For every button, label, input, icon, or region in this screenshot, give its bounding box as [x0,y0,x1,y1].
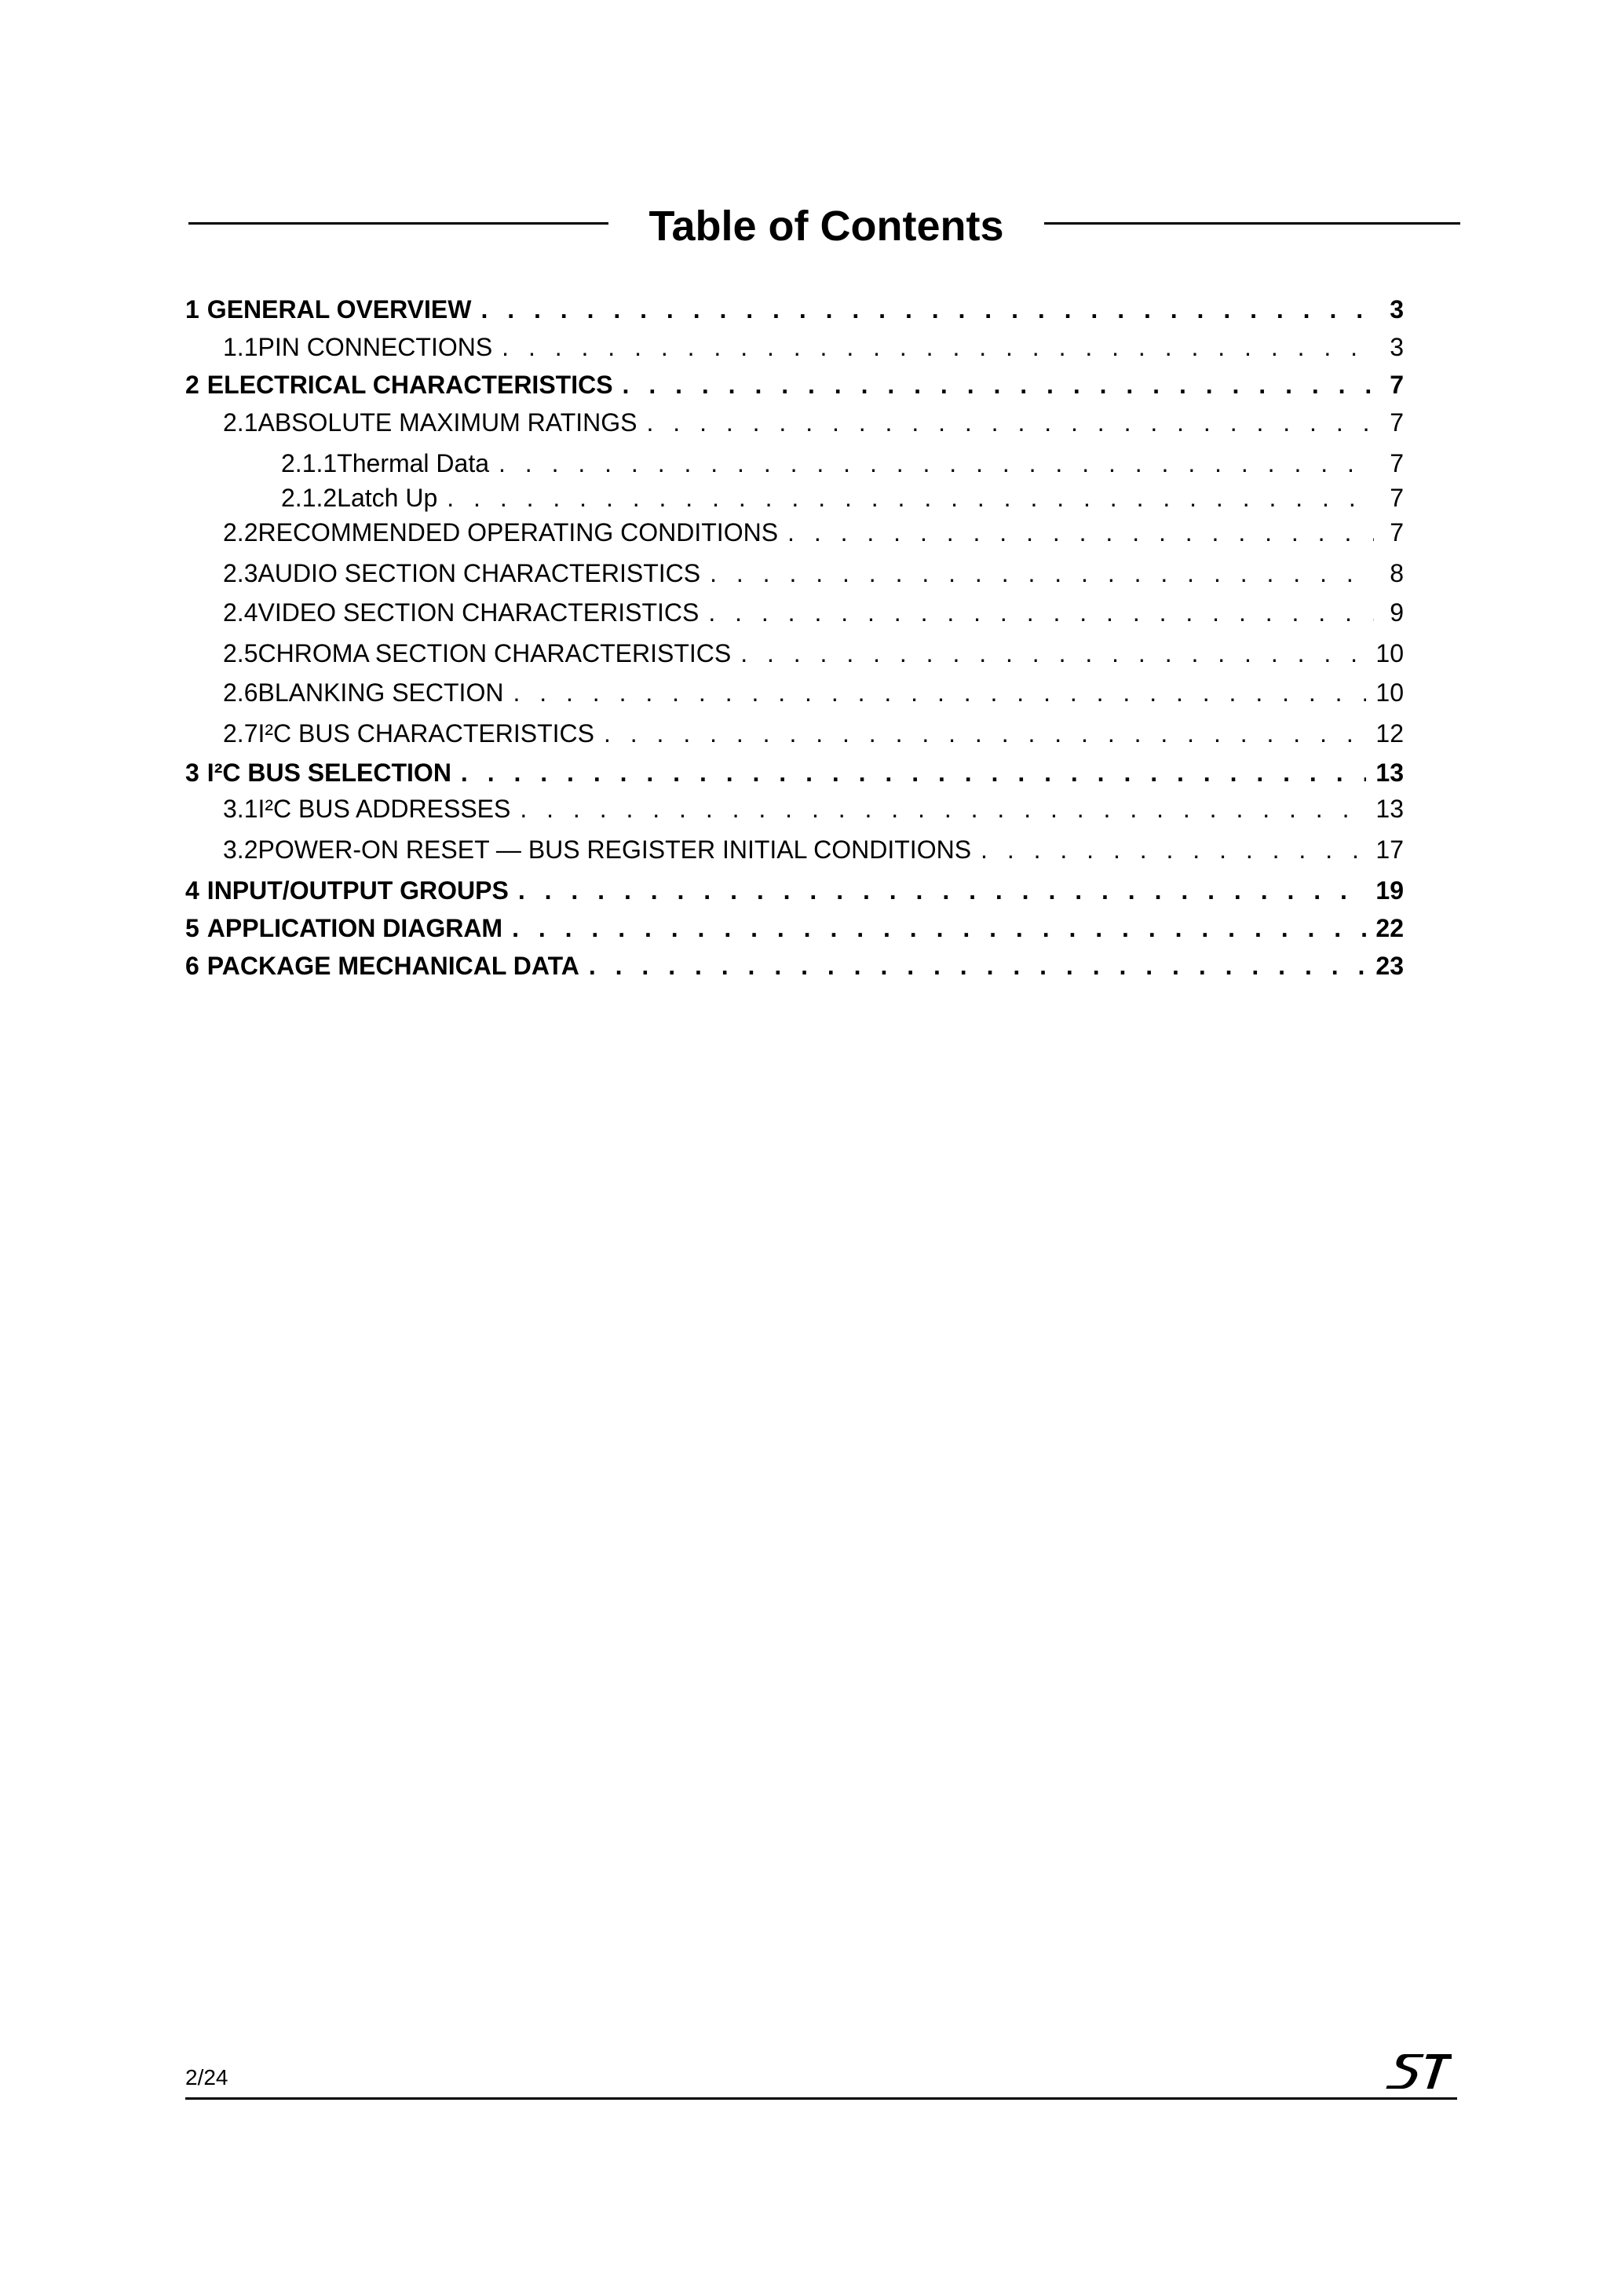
dot-leader [647,408,1375,437]
toc-entry[interactable] [185,332,1404,362]
toc-entry[interactable] [185,294,1404,324]
toc-entry-title: VIDEO SECTION CHARACTERISTICS [258,598,700,627]
dot-leader [604,718,1366,748]
toc-entry-page: 19 [1375,876,1404,905]
dot-leader [480,294,1374,324]
dot-leader [623,370,1374,400]
toc-entry[interactable] [185,876,1404,905]
dot-leader [447,483,1374,513]
toc-entry-number: 3.2 [223,835,258,864]
dot-leader [461,758,1366,788]
toc-header [188,200,1460,255]
dot-leader [499,448,1374,478]
toc-entry-title: Thermal Data [337,449,490,477]
toc-entry[interactable] [185,370,1404,400]
dot-leader [513,678,1366,707]
toc-entry-number: 2.5 [223,639,258,667]
toc-entry-title: INPUT/OUTPUT GROUPS [206,876,509,905]
toc-entry-number: 1 [185,295,199,324]
toc-entry-title: BLANKING SECTION [258,678,504,707]
toc-entry-page: 7 [1390,484,1404,512]
toc-entry-title: POWER-ON RESET — BUS REGISTER INITIAL CONDITIONS [258,835,972,864]
dot-leader [520,794,1366,824]
toc-entry-number: 2.1.2 [281,484,338,512]
toc-entry-page: 13 [1375,759,1404,787]
toc-entry-page: 22 [1375,914,1404,942]
toc-entry-page: 9 [1390,598,1404,627]
toc-entry-title: ABSOLUTE MAXIMUM RATINGS [258,408,637,437]
toc-entry-number: 2.4 [223,598,258,627]
dot-leader [502,332,1374,362]
toc-entry-page: 17 [1375,835,1404,864]
toc-entry-number: 2.2 [223,518,258,547]
toc-entry[interactable] [185,448,1404,478]
toc-entry-page: 10 [1375,639,1404,667]
toc-entry-title: AUDIO SECTION CHARACTERISTICS [258,559,701,587]
toc-entry-page: 13 [1375,795,1404,823]
toc-entry-number: 2.1.1 [281,449,338,477]
toc-entry[interactable] [185,408,1404,437]
toc-entry[interactable] [185,758,1404,788]
toc-entry-number: 4 [185,876,199,905]
page-title: Table of Contents [648,203,1004,250]
title-rule-left [188,222,608,225]
toc-entry-number: 3 [185,759,199,787]
toc-entry-title: APPLICATION DIAGRAM [206,914,503,942]
toc-entry[interactable] [185,718,1404,748]
toc-entry-title: I²C BUS ADDRESSES [258,795,511,823]
toc-entry-title: PACKAGE MECHANICAL DATA [206,952,579,980]
toc-entry[interactable] [185,558,1404,588]
page-number: 2/24 [185,2065,228,2089]
dot-leader [589,951,1367,981]
st-logo [1386,2051,1452,2092]
toc-entry-title: GENERAL OVERVIEW [206,295,472,324]
toc-entry[interactable] [185,483,1404,513]
toc-entry-number: 2.3 [223,559,258,587]
toc-entry-page: 12 [1375,719,1404,748]
toc-entry[interactable] [185,598,1404,627]
toc-entry-page: 8 [1390,559,1404,587]
toc-entry-page: 7 [1390,371,1404,399]
toc-entry[interactable] [185,517,1404,547]
toc-entry[interactable] [185,913,1404,943]
toc-entry[interactable] [185,794,1404,824]
footer-rule [185,2097,1457,2100]
toc-entry-title: I²C BUS CHARACTERISTICS [258,719,594,748]
dot-leader [512,913,1366,943]
toc-entry-title: PIN CONNECTIONS [258,333,493,361]
toc-entry-page: 10 [1375,678,1404,707]
toc-entry[interactable] [185,835,1404,865]
toc-entry-number: 2.1 [223,408,258,437]
toc-entry-title: Latch Up [337,484,438,512]
toc-entry-number: 2.7 [223,719,258,748]
toc-entry-number: 6 [185,952,199,980]
dot-leader [787,517,1374,547]
toc-entry-page: 7 [1390,408,1404,437]
toc-entry-number: 3.1 [223,795,258,823]
toc-entry-page: 23 [1375,952,1404,980]
toc-entry-number: 5 [185,914,199,942]
toc-entry-page: 3 [1390,295,1404,324]
toc-entry[interactable] [185,678,1404,707]
dot-leader [740,638,1366,668]
toc-entry-title: ELECTRICAL CHARACTERISTICS [206,371,613,399]
toc-entry-title: RECOMMENDED OPERATING CONDITIONS [258,518,779,547]
dot-leader [981,835,1366,865]
toc-entry[interactable] [185,951,1404,981]
toc-entry-number: 2.6 [223,678,258,707]
title-rule-right [1044,222,1460,225]
toc-entry-title: I²C BUS SELECTION [206,759,451,787]
toc-entry-page: 3 [1390,333,1404,361]
toc-entry-number: 2 [185,371,199,399]
dot-leader [710,558,1374,588]
toc-entry-number: 1.1 [223,333,258,361]
dot-leader [518,876,1367,905]
toc-entry-title: CHROMA SECTION CHARACTERISTICS [258,639,732,667]
toc-entry-page: 7 [1390,449,1404,477]
toc-entry[interactable] [185,638,1404,668]
dot-leader [708,598,1374,627]
toc-entry-page: 7 [1390,518,1404,547]
